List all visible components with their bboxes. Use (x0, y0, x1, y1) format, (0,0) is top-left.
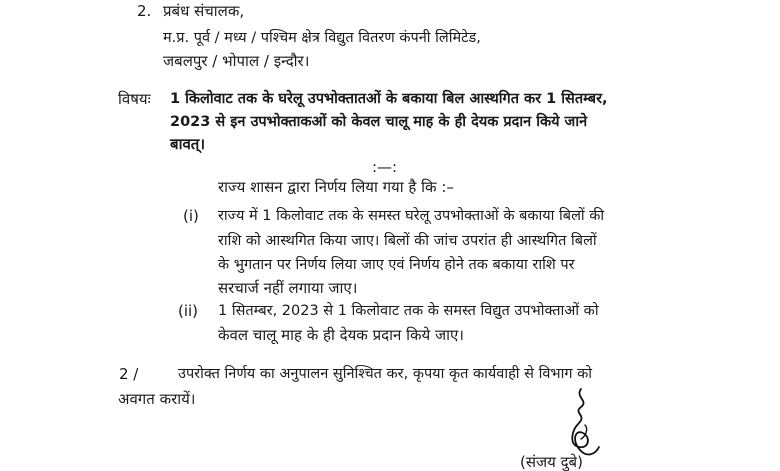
subject-line-1: 1 किलोवाट तक के घरेलू उपभोक्तातओं के बकाया बिल आस्थगित कर 1 सितम्बर, (170, 91, 608, 107)
addressee-line-2: म.प्र. पूर्व / मध्य / पश्चिम क्षेत्र विद्युत वितरण कंपनी लिमिटेड, (163, 30, 481, 46)
point-line: राज्य में 1 किलोवाट तक के समस्त घरेलू उपभोक्ताओं के बकाया बिलों की (218, 208, 605, 224)
paragraph-2-number: 2 / (119, 365, 139, 383)
paragraph-2-line-1: उपरोक्त निर्णय का अनुपालन सुनिश्चित कर, कृपया कृत कार्यवाही से विभाग को (178, 366, 592, 382)
subject-label: विषयः (118, 90, 151, 108)
addressee-number: 2. (137, 2, 152, 20)
addressee-line-3: जबलपुर / भोपाल / इन्दौर। (163, 52, 310, 70)
subject-line-2: 2023 से इन उपभोक्ताकओं को केवल चालू माह के ही देयक प्रदान किये जाने (170, 114, 588, 130)
point-line: सरचार्ज नहीं लगाया जाए। (218, 279, 358, 297)
addressee-title: प्रबंध संचालक, (163, 2, 245, 20)
signatory-name: (संजय दुबे) (520, 453, 583, 471)
point-line: 1 सितम्बर, 2023 से 1 किलोवाट तक के समस्त विद्युत उपभोक्ताओं को (218, 303, 599, 319)
point-line: केवल चालू माह के ही देयक प्रदान किये जाए। (218, 326, 464, 344)
point-line: राशि को आस्थगित किया जाए। बिलों की जांच उपरांत ही आस्थगित बिलों (218, 233, 597, 249)
point-marker: (i) (183, 207, 199, 225)
point-marker: (ii) (178, 302, 199, 320)
intro-text: राज्य शासन द्वारा निर्णय लिया गया है कि :– (218, 178, 454, 196)
point-line: के भुगतान पर निर्णय लिया जाए एवं निर्णय होने तक बकाया राशि पर (218, 257, 575, 273)
separator: :—: (372, 158, 398, 176)
paragraph-2-line-2: अवगत करायें। (118, 390, 196, 408)
subject-line-3: बावत्। (170, 135, 206, 153)
